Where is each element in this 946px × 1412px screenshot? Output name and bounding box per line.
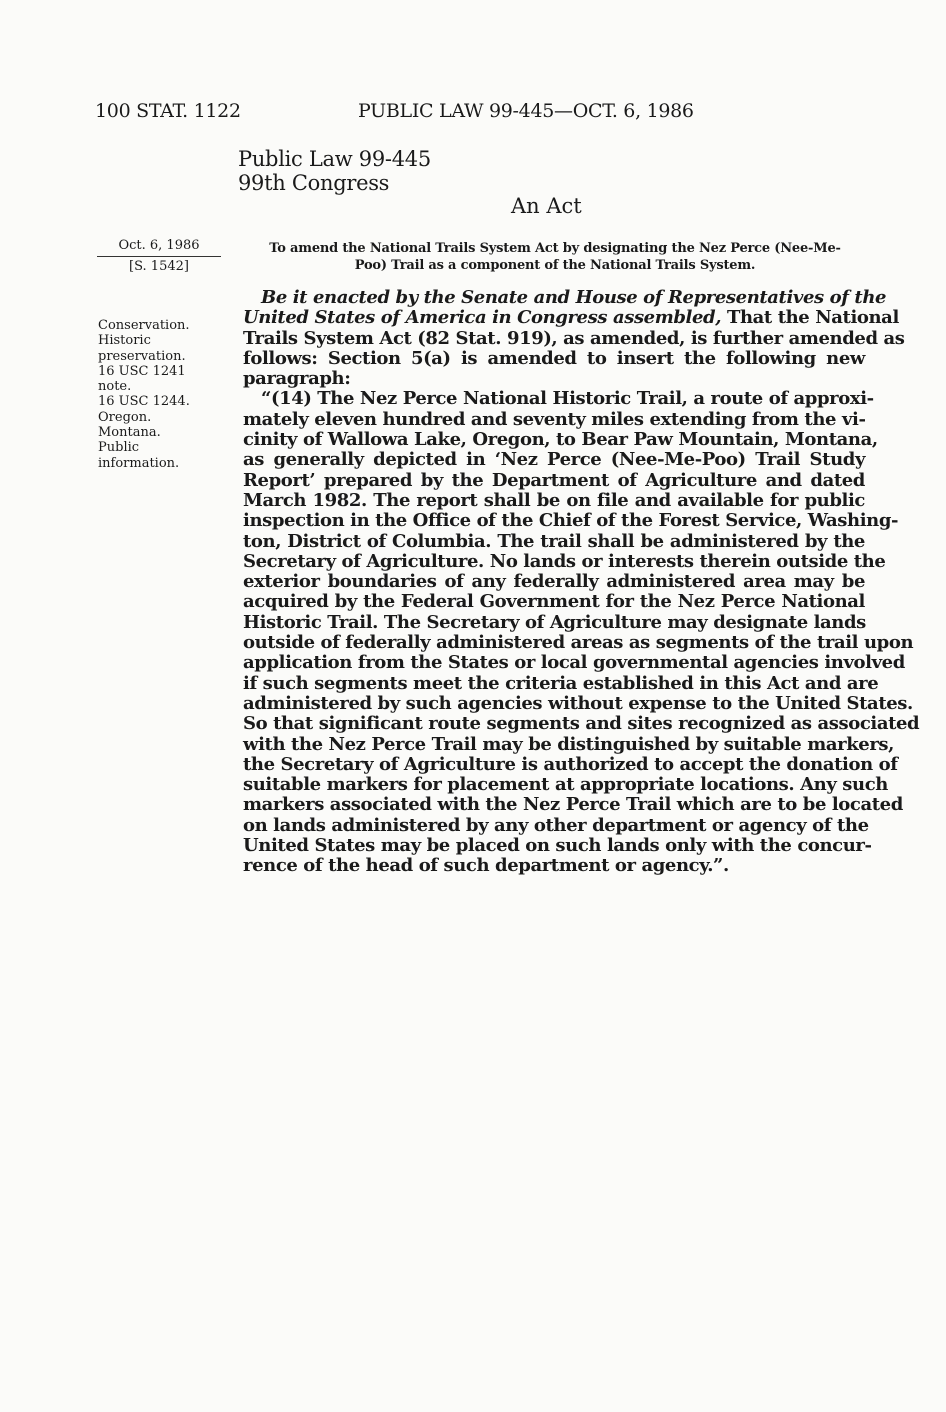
body-line: the Secretary of Agriculture is authorized to accept the donation of <box>243 753 898 775</box>
body-line: “(14) The Nez Perce National Historic Trail, a route of approxi- <box>261 388 874 410</box>
body-line: with the Nez Perce Trail may be distinguished by suitable markers, <box>243 733 895 755</box>
body-line: suitable markers for placement at appropriate locations. Any such <box>243 774 888 796</box>
margin-note: Conservation. <box>98 318 190 333</box>
body-line: ton, District of Columbia. The trail shall be administered by the <box>243 530 865 552</box>
body-line: Secretary of Agriculture. No lands or interests therein outside the <box>243 550 886 572</box>
enacting-clause-line: Be it enacted by the Senate and House of Representatives of the <box>261 287 887 308</box>
law-title <box>238 147 431 195</box>
body-line: cinity of Wallowa Lake, Oregon, to Bear Paw Mountain, Montana, <box>243 429 878 451</box>
body-line: United States may be placed on such lands only with the concur- <box>243 835 872 857</box>
body-line: exterior boundaries of any federally administered area may be <box>243 571 865 593</box>
margin-note: 16 USC 1244. <box>98 394 190 410</box>
act-body <box>243 287 920 877</box>
body-line: inspection in the Office of the Chief of the Forest Service, Washing- <box>243 510 899 532</box>
body-line: Trails System Act (82 Stat. 919), as amended, is further amended as <box>243 327 905 349</box>
margin-note: Historic <box>98 333 151 349</box>
body-line: follows: Section 5(a) is amended to insert the following new <box>243 347 865 369</box>
margin-note: note. <box>98 379 132 395</box>
body-line: acquired by the Federal Government for the Nez Perce National <box>243 591 865 613</box>
body-line: if such segments meet the criteria established in this Act and are <box>243 672 879 694</box>
margin-notes <box>98 318 190 471</box>
purpose-line: To amend the National Trails System Act by designating the Nez Perce (Nee-Me- <box>269 241 841 256</box>
margin-note: Montana. <box>98 425 161 441</box>
running-title: PUBLIC LAW 99-445—OCT. 6, 1986 <box>358 100 694 122</box>
margin-note: preservation. <box>98 348 186 364</box>
margin-date-block <box>97 236 221 277</box>
purpose-line: Poo) Trail as a component of the National Trails System. <box>354 258 756 273</box>
body-line: rence of the head of such department or agency.”. <box>243 855 729 877</box>
body-line: March 1982. The report shall be on file and available for public <box>243 489 865 511</box>
body-line: on lands administered by any other department or agency of the <box>243 814 869 836</box>
body-line: Historic Trail. The Secretary of Agriculture may designate lands <box>243 611 866 633</box>
enactment-date: Oct. 6, 1986 <box>118 238 200 253</box>
congress: 99th Congress <box>238 171 390 195</box>
body-line: paragraph: <box>243 368 351 390</box>
bill-number: [S. 1542] <box>129 259 189 274</box>
body-line: application from the States or local governmental agencies involved <box>243 652 905 674</box>
body-line: as generally depicted in ‘Nez Perce (Nee-Me-Poo) Trail Study <box>243 449 865 471</box>
act-heading: An Act <box>511 194 582 218</box>
body-line: mately eleven hundred and seventy miles extending from the vi- <box>243 408 866 430</box>
body-line: markers associated with the Nez Perce Trail which are to be located <box>243 794 903 816</box>
body-line: So that significant route segments and sites recognized as associated <box>243 713 920 735</box>
body-line: Report’ prepared by the Department of Agriculture and dated <box>243 469 865 491</box>
margin-note: Oregon. <box>98 409 152 425</box>
enacting-clause-line <box>243 307 899 329</box>
public-law-number: Public Law 99-445 <box>238 147 431 171</box>
body-line: administered by such agencies without expense to the United States. <box>243 692 913 714</box>
body-line: outside of federally administered areas as segments of the trail upon <box>243 632 914 654</box>
margin-note: 16 USC 1241 <box>98 363 186 379</box>
act-purpose <box>255 240 855 274</box>
enacting-clause-italic: United States of America in Congress assembled, <box>243 307 722 329</box>
enacting-clause-text: That the National <box>721 307 899 329</box>
margin-note: information. <box>98 455 180 471</box>
stat-page-number: 100 STAT. 1122 <box>95 100 241 122</box>
margin-note: Public <box>98 440 140 456</box>
